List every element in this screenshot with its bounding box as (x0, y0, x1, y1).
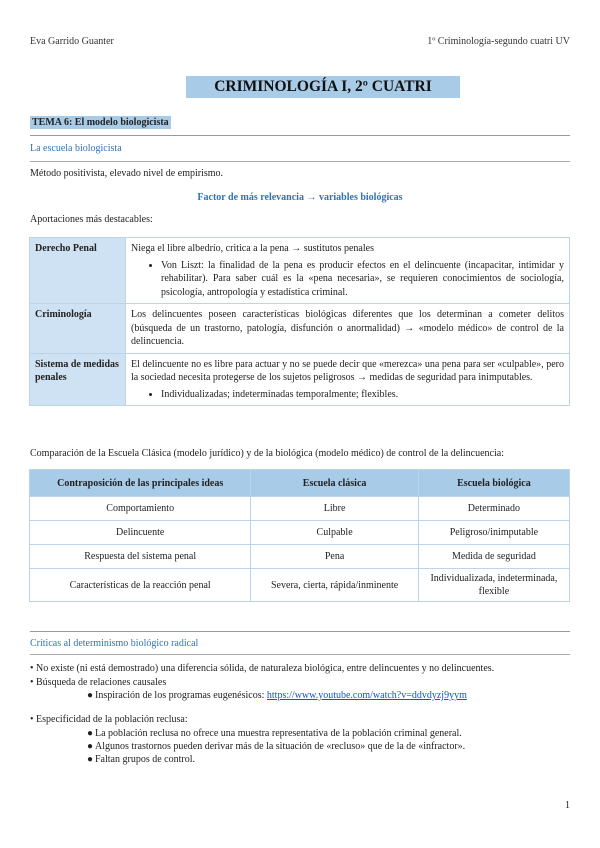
table-row (30, 569, 570, 602)
bullet-dot: ● (87, 690, 94, 701)
subbullet-text: La población reclusa no ofrece una muestra representativa de la población criminal general. (95, 728, 462, 739)
factor-text: Factor de más relevancia → variables biológicas (197, 192, 403, 203)
table-cell: Determinado (418, 497, 569, 521)
row-bullet: • Von Liszt: la finalidad de la pena es producir efectos en el delincuente (incapacitar, intimidar y rehabilitar). Para saber cuál es la «pena necesaria», se requieren conocimientos de sociología, psicología, antropología y estadística criminal. (161, 259, 564, 300)
row-text: Niega el libre albedrío, critica a la pena → sustitutos penales (131, 243, 374, 254)
critic-subbullet (87, 741, 466, 752)
divider (30, 654, 570, 655)
table-cell: Pena (251, 545, 418, 569)
subbullet-text: Faltan grupos de control. (95, 754, 195, 765)
header-course: 1º Criminología-segundo cuatri UV (427, 36, 570, 47)
bullet-dot: ● (87, 728, 94, 739)
column-header: Contraposición de las principales ideas (30, 470, 251, 497)
row-content (126, 304, 570, 354)
table-row (30, 353, 570, 406)
row-label: Criminología (30, 304, 126, 354)
table-row (30, 304, 570, 354)
youtube-link[interactable]: https://www.youtube.com/watch?v=ddvdyzj9yym (266, 690, 467, 701)
critic-subbullet (87, 690, 467, 701)
section-heading-escuela: La escuela biologicista (30, 143, 122, 154)
critic-bullet-1: • No existe (ni está demostrado) una diferencia sólida, de naturaleza biológica, entre delincuentes y no delincuentes. (30, 663, 495, 674)
subbullet-text: Inspiración de los programas eugenésicos: (95, 690, 267, 701)
table-cell: Comportamiento (30, 497, 251, 521)
table-cell: Culpable (251, 521, 418, 545)
table-cell: Individualizada, indeterminada, flexible (418, 569, 569, 602)
table-cell: Características de la reacción penal (30, 569, 251, 602)
row-text: El delincuente no es libre para actuar y no se puede decir que «merezca» una pena para ser «culpable», pero la sociedad necesita protegerse de los sujetos peligrosos → medidas de seguridad para inimputables. (131, 358, 564, 383)
table-row (30, 497, 570, 521)
row-content (126, 238, 570, 304)
table-row (30, 521, 570, 545)
table-cell: Respuesta del sistema penal (30, 545, 251, 569)
row-bullet: • Individualizadas; indeterminadas temporalmente; flexibles. (161, 388, 564, 402)
comparison-table (29, 469, 570, 602)
critic-subbullet (87, 728, 462, 739)
header-author: Eva Garrido Guanter (30, 36, 114, 47)
page-number: 1 (565, 800, 570, 811)
table-cell: Delincuente (30, 521, 251, 545)
document-title: CRIMINOLOGÍA I, 2º CUATRI (186, 76, 460, 98)
aportaciones-table (29, 237, 570, 406)
table-row (30, 238, 570, 304)
bullet-dot: ● (87, 741, 94, 752)
section-heading-criticas: Críticas al determinismo biológico radical (30, 638, 199, 649)
table-cell: Medida de seguridad (418, 545, 569, 569)
critic-subbullet (87, 754, 195, 765)
table-cell: Libre (251, 497, 418, 521)
aportaciones-label: Aportaciones más destacables: (30, 214, 153, 225)
table-cell: Peligroso/inimputable (418, 521, 569, 545)
subbullet-text: Algunos trastornos pueden derivar más de la situación de «recluso» que de la de «infractor». (95, 741, 466, 752)
tema-heading: TEMA 6: El modelo biologicista (32, 117, 169, 128)
method-text: Método positivista, elevado nivel de empirismo. (30, 168, 224, 179)
column-header: Escuela clásica (251, 470, 418, 497)
divider (30, 161, 570, 162)
column-header: Escuela biológica (418, 470, 569, 497)
row-content (126, 353, 570, 406)
comparison-intro: Comparación de la Escuela Clásica (modelo jurídico) y de la biológica (modelo médico) de control de la delincuencia: (30, 448, 504, 459)
critic-bullet-3: • Especificidad de la población reclusa: (30, 714, 188, 725)
divider (30, 631, 570, 632)
bullet-dot: ● (87, 754, 94, 765)
row-label: Sistema de medidas penales (30, 353, 126, 406)
table-cell: Severa, cierta, rápida/inminente (251, 569, 418, 602)
table-row (30, 545, 570, 569)
row-text: Los delincuentes poseen características biológicas diferentes que los determinan a cometer delitos (búsqueda de un trastorno, patología, disfunción o anormalidad) → «modelo médico» de control de la delincuencia. (131, 309, 564, 347)
table-header-row (30, 470, 570, 497)
row-label: Derecho Penal (30, 238, 126, 304)
critic-bullet-2: • Búsqueda de relaciones causales (30, 677, 167, 688)
divider (30, 135, 570, 136)
